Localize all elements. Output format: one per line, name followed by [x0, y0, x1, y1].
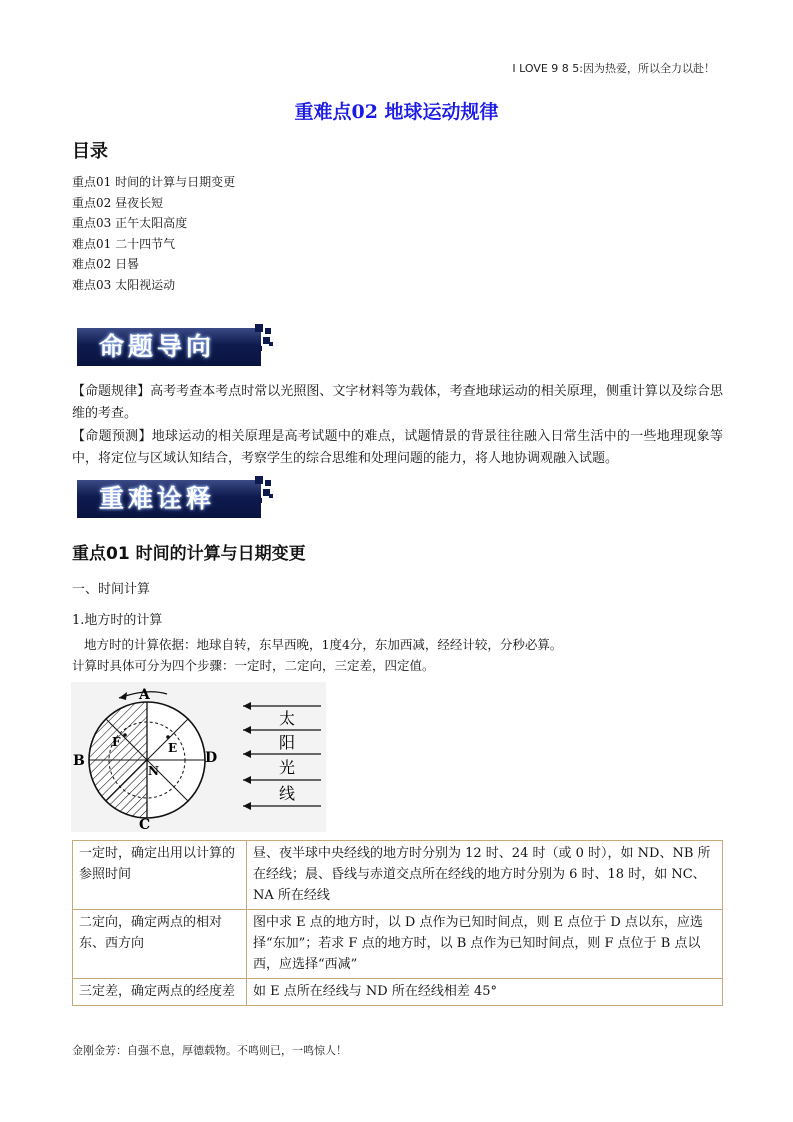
- steps-table: [72, 840, 723, 1006]
- point-f: [123, 733, 127, 737]
- desc-cell: 如 E 点所在经线与 ND 所在经线相差 45°: [247, 979, 723, 1006]
- sunlight-char: 光: [279, 758, 296, 777]
- label-n: N: [148, 764, 159, 778]
- table-of-contents: [72, 172, 235, 296]
- header-note: I LOVE 9 8 5:因为热爱，所以全力以赴！: [512, 62, 715, 75]
- label-e: E: [168, 741, 178, 755]
- label-d: D: [205, 750, 218, 766]
- banner-key-explanation: [77, 476, 277, 526]
- label-b: B: [73, 753, 85, 769]
- document-title: 重难点02 地球运动规律: [294, 101, 499, 123]
- tag-rule: 【命题规律】: [72, 384, 151, 399]
- label-a: A: [139, 687, 150, 703]
- toc-item[interactable]: 难点02 日晷: [72, 257, 140, 272]
- toc-item[interactable]: 重点01 时间的计算与日期变更: [72, 175, 236, 189]
- banner-label: 重难诠释: [77, 480, 261, 518]
- toc-heading: 目录: [72, 141, 108, 162]
- label-f: F: [112, 735, 121, 749]
- sunlight-char: 太: [279, 709, 296, 728]
- text-prediction: 地球运动的相关原理是高考试题中的难点，试题情景的背景往往融入日常生活中的一些地理现象等中，将定位与区域认知结合，考察学生的综合思维和处理问题的能力，将人地协调观融入试题。: [72, 429, 723, 466]
- decor-square: [265, 328, 271, 334]
- table-row: [73, 841, 723, 910]
- decor-square: [257, 498, 262, 503]
- earth-illumination-diagram: [71, 682, 326, 832]
- label-c: C: [139, 817, 151, 832]
- decor-square: [257, 346, 262, 351]
- steps-intro-text: 计算时具体可分为四个步骤：一定时，二定向，三定差，四定值。: [72, 658, 435, 673]
- banner-label: 命题导向: [77, 328, 261, 366]
- subsubsection-heading: 1.地方时的计算: [72, 613, 163, 628]
- decor-square: [255, 324, 263, 332]
- table-row: [73, 979, 723, 1006]
- banner-proposition-guidance: [77, 324, 277, 374]
- table-row: [73, 910, 723, 979]
- section-heading: 重点01 时间的计算与日期变更: [72, 544, 306, 564]
- decor-square: [269, 342, 273, 346]
- toc-item[interactable]: 重点03 正午太阳高度: [72, 216, 188, 231]
- tag-prediction: 【命题预测】: [72, 429, 152, 444]
- sunlight-char: 线: [279, 784, 296, 803]
- paragraph-prediction: [72, 426, 723, 470]
- toc-item[interactable]: 重点02 昼夜长短: [72, 195, 164, 210]
- toc-item[interactable]: 难点01 二十四节气: [72, 236, 176, 251]
- sunlight-char: 阳: [279, 733, 296, 752]
- footer-note: 金刚金芳：自强不息，厚德载物。不鸣则已，一鸣惊人！: [72, 1044, 347, 1057]
- step-cell: 二定向，确定两点的相对东、西方向: [73, 910, 247, 979]
- step-cell: 三定差，确定两点的经度差: [73, 979, 247, 1006]
- decor-square: [255, 476, 263, 484]
- calc-basis-text: 地方时的计算依据：地球自转，东早西晚，1度4分，东加西减，经经计较，分秒必算。: [84, 637, 563, 652]
- desc-cell: 昼、夜半球中央经线的地方时分别为 12 时、24 时（或 0 时），如 ND、NB 所在经线；晨、昏线与赤道交点所在经线的地方时分别为 6 时、18 时，如 NC、NA 所在经线: [247, 841, 723, 910]
- point-e: [166, 735, 170, 739]
- desc-cell: 图中求 E 点的地方时，以 D 点作为已知时间点，则 E 点位于 D 点以东，应选择“东加”；若求 F 点的地方时，以 B 点作为已知时间点，则 F 点位于 B 点以西，应选择“西减”: [247, 910, 723, 979]
- paragraph-rule: [72, 381, 723, 425]
- subsection-heading: 一、时间计算: [72, 582, 151, 597]
- toc-item[interactable]: 难点03 太阳视运动: [72, 277, 176, 292]
- decor-square: [269, 494, 273, 498]
- decor-square: [265, 480, 271, 486]
- text-rule: 高考考查本考点时常以光照图、文字材料等为载体，考查地球运动的相关原理，侧重计算以及综合思维的考查。: [72, 384, 723, 421]
- step-cell: 一定时，确定出用以计算的参照时间: [73, 841, 247, 910]
